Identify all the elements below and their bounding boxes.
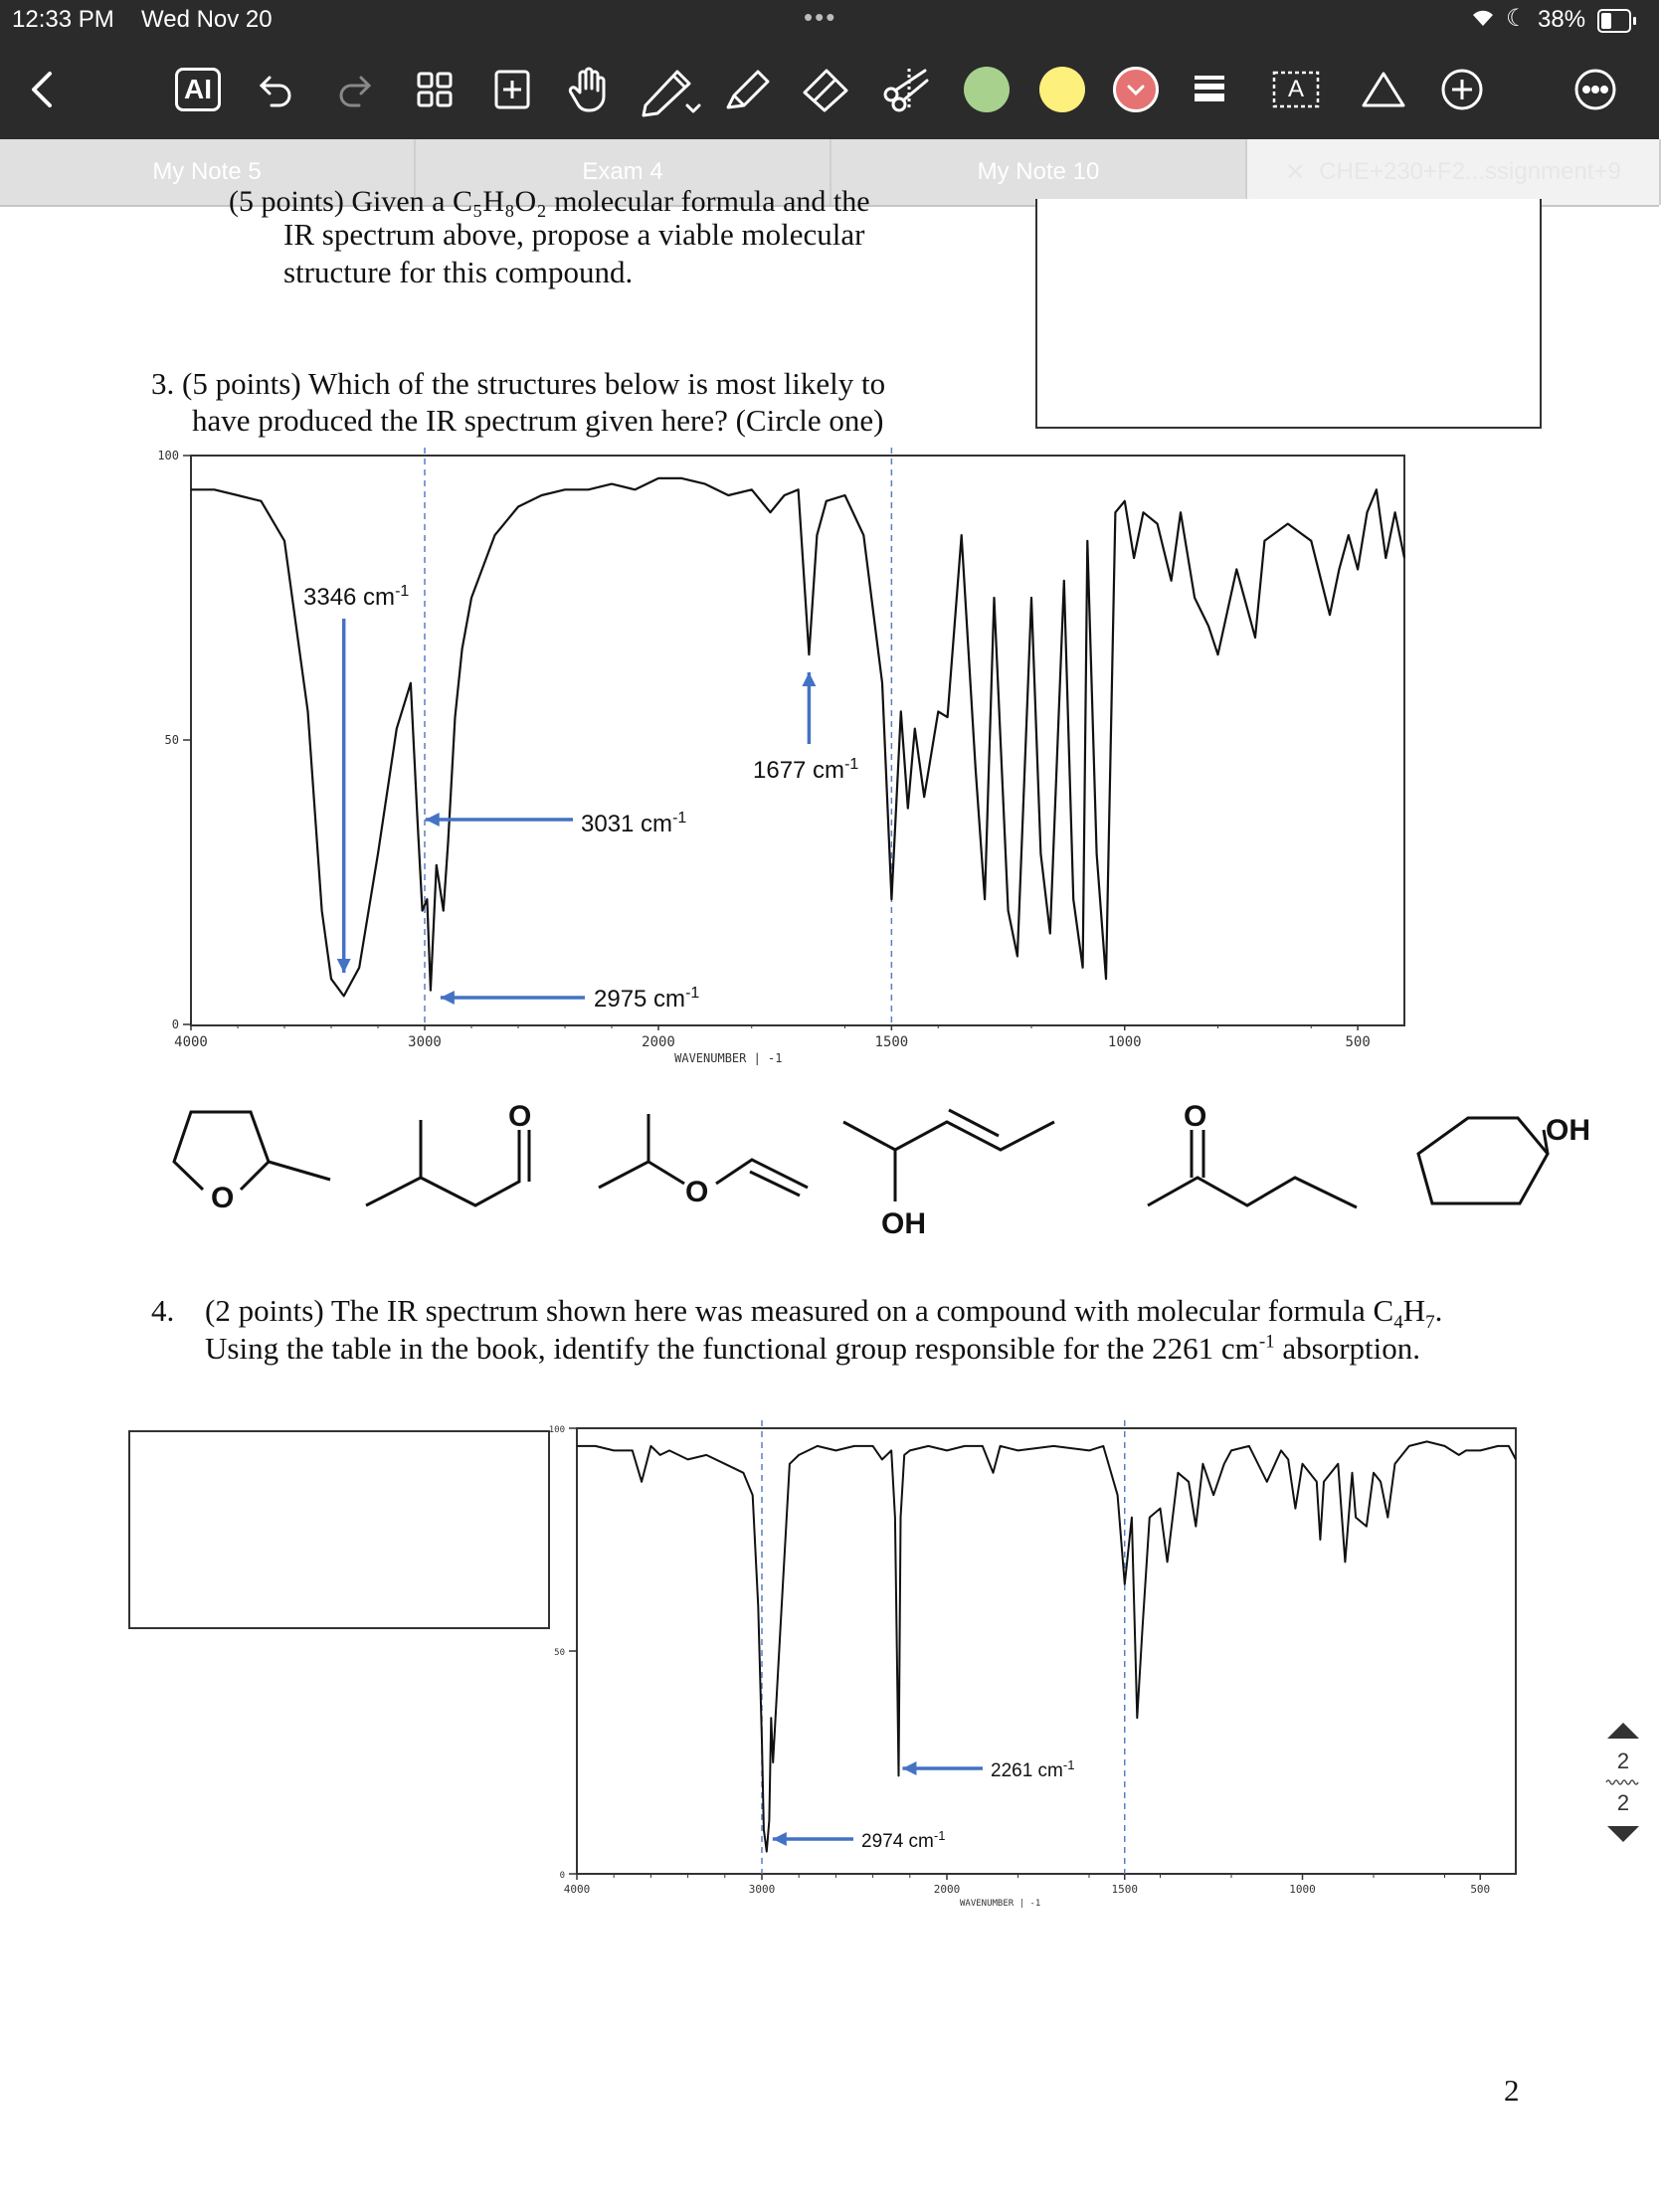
q4-text-line2 xyxy=(205,1331,1420,1367)
pager-total: 2 xyxy=(1616,1790,1630,1815)
q3-annotation-arrowhead xyxy=(337,959,351,973)
more-tools-icon[interactable] xyxy=(1188,62,1231,117)
q4-formula-h: H xyxy=(1402,1293,1426,1328)
status-time: 12:33 PM xyxy=(12,6,114,33)
pager-divider xyxy=(1606,1778,1640,1786)
q4-annotation-arrowhead xyxy=(773,1832,787,1846)
q2-text-line1: IR spectrum above, propose a viable molecular xyxy=(283,217,865,252)
q3-annot-3346: 3346 $cm^{-1}$ xyxy=(303,583,410,611)
shapes-icon[interactable] xyxy=(1359,62,1408,117)
wifi-icon xyxy=(1470,6,1496,34)
q3-y-tick-label: 0 xyxy=(171,1017,179,1031)
q4-x-tick-label: 500 xyxy=(1470,1883,1491,1896)
tab-label: Exam 4 xyxy=(582,158,663,185)
q4-x-tick-label: 1500 xyxy=(1111,1883,1138,1896)
q4-number: 4. xyxy=(151,1293,175,1328)
q3-x-tick-label: 4000 xyxy=(174,1034,208,1050)
tab-label: My Note 10 xyxy=(977,158,1100,185)
q2-answer-box[interactable] xyxy=(1035,199,1542,429)
structure-label-o: O xyxy=(1184,1100,1207,1133)
status-bar xyxy=(0,0,1659,40)
q3-y-tick-label: 100 xyxy=(157,449,179,462)
undo-icon[interactable] xyxy=(253,62,298,117)
ai-button[interactable] xyxy=(167,62,229,117)
q3-x-tick-label: 3000 xyxy=(408,1034,442,1050)
close-tab-icon[interactable]: ✕ xyxy=(1285,158,1306,186)
ai-label: AI xyxy=(175,68,221,111)
do-not-disturb-icon: ☾ xyxy=(1506,5,1528,32)
q3-x-tick-label: 1000 xyxy=(1107,1034,1142,1050)
color-green-swatch[interactable] xyxy=(959,62,1015,117)
page-number: 2 xyxy=(1504,2073,1520,2108)
q4-x-tick-label: 2000 xyxy=(933,1883,961,1896)
q4-spectrum-line xyxy=(577,1441,1516,1851)
status-date: Wed Nov 20 xyxy=(141,6,273,33)
q4-annot-2974: 2974 $cm^{-1}$ xyxy=(861,1828,946,1852)
q3-annotation-arrowhead xyxy=(802,672,816,686)
text-box-tool[interactable] xyxy=(1269,62,1323,117)
color-yellow-dot xyxy=(1039,67,1085,112)
structure-2-pentanone[interactable] xyxy=(1148,1130,1357,1207)
q3-y-tick-label: 50 xyxy=(164,733,179,747)
more-options-icon[interactable] xyxy=(1569,62,1621,117)
structure-label-oh: OH xyxy=(1546,1114,1590,1147)
structure-label-o: O xyxy=(685,1176,709,1208)
structure-3-methylbutanal[interactable] xyxy=(366,1120,529,1205)
redo-icon[interactable] xyxy=(332,62,378,117)
highlighter-icon[interactable] xyxy=(720,62,776,117)
q3-annotation-arrowhead xyxy=(441,991,455,1005)
q3-spectrum-line xyxy=(191,478,1404,997)
q4-y-tick-label: 100 xyxy=(548,1425,565,1435)
q4-line2-sup: -1 xyxy=(1258,1331,1275,1353)
structure-methyl-thf[interactable] xyxy=(174,1112,330,1190)
page-down-icon[interactable] xyxy=(1603,1822,1643,1846)
q4-x-tick-label: 1000 xyxy=(1289,1883,1316,1896)
color-green-dot xyxy=(964,67,1010,112)
q4-formula-h-sub: 7 xyxy=(1425,1312,1435,1334)
color-red-dot xyxy=(1113,67,1159,112)
structure-label-o: O xyxy=(508,1100,532,1133)
q3-annot-1677: 1677 $cm^{-1}$ xyxy=(753,756,859,784)
q4-annotation-arrowhead xyxy=(902,1761,916,1775)
q3-annot-3031: 3031 $cm^{-1}$ xyxy=(581,810,687,837)
q3-annotation-arrowhead xyxy=(426,813,440,827)
tab-label: My Note 5 xyxy=(152,158,262,185)
q4-x-axis-label: WAVENUMBER | -1 xyxy=(959,1899,1041,1909)
q3-structures xyxy=(139,1092,1631,1251)
q3-text-line2: have produced the IR spectrum given here? (Circle one) xyxy=(192,403,884,438)
q2-text-line2: structure for this compound. xyxy=(283,255,634,289)
page-up-icon[interactable] xyxy=(1603,1719,1643,1743)
text-tool-label: A xyxy=(1287,76,1304,102)
battery-percent: 38% xyxy=(1538,6,1586,33)
tab-my-note-10[interactable] xyxy=(831,139,1247,205)
q4-plot-frame xyxy=(577,1428,1516,1874)
battery-icon xyxy=(1597,9,1631,33)
color-red-swatch[interactable] xyxy=(1108,62,1164,117)
add-icon[interactable] xyxy=(1436,62,1488,117)
q4-annot-2261: 2261 $cm^{-1}$ xyxy=(991,1757,1075,1781)
tab-label: CHE+230+F2...ssignment+9 xyxy=(1319,158,1621,185)
lasso-scissors-icon[interactable] xyxy=(875,62,937,117)
q4-line1-text: (2 points) The IR spectrum shown here was measured on a compound with molecular formula C xyxy=(205,1293,1394,1328)
q4-formula-end: . xyxy=(1434,1293,1443,1328)
structure-pentenol[interactable] xyxy=(843,1110,1054,1201)
structure-cyclopentanol[interactable] xyxy=(1418,1118,1548,1203)
q3-x-tick-label: 1500 xyxy=(874,1034,909,1050)
tab-che-assignment[interactable] xyxy=(1247,139,1661,205)
q4-y-tick-label: 50 xyxy=(554,1648,565,1658)
q4-line2-text: Using the table in the book, identify the functional group responsible for the 2261 cm xyxy=(205,1331,1259,1366)
q4-answer-box[interactable] xyxy=(128,1430,550,1629)
q2-cut-line: (5 points) Given a C₅H₈O₂ molecular formula and the xyxy=(229,185,870,218)
q4-formula-c-sub: 4 xyxy=(1393,1312,1403,1334)
q3-x-tick-label: 500 xyxy=(1345,1034,1371,1050)
hand-icon[interactable] xyxy=(563,62,613,117)
q4-x-tick-label: 4000 xyxy=(563,1883,591,1896)
q3-text-line1: 3. (5 points) Which of the structures below is most likely to xyxy=(151,366,886,401)
add-page-icon[interactable] xyxy=(489,62,535,117)
color-yellow-swatch[interactable] xyxy=(1034,62,1090,117)
q3-x-axis-label: WAVENUMBER | -1 xyxy=(674,1051,783,1065)
structure-label-oh: OH xyxy=(881,1207,926,1240)
q4-line2-end: absorption. xyxy=(1274,1331,1421,1366)
pen-icon[interactable] xyxy=(635,62,710,117)
page-navigator xyxy=(1603,1719,1643,1868)
q3-ir-spectrum-chart xyxy=(139,438,1571,1074)
eraser-icon[interactable] xyxy=(796,62,855,117)
q4-x-tick-label: 3000 xyxy=(748,1883,776,1896)
q4-text-line1 xyxy=(205,1293,1442,1334)
thumbnails-icon[interactable] xyxy=(412,62,458,117)
back-icon[interactable] xyxy=(16,62,66,117)
pager-current: 2 xyxy=(1616,1749,1630,1773)
q3-plot-frame xyxy=(191,456,1404,1025)
q4-y-tick-label: 0 xyxy=(559,1871,565,1881)
q3-x-tick-label: 2000 xyxy=(642,1034,675,1050)
q3-annot-2975: 2975 $cm^{-1}$ xyxy=(594,985,700,1013)
q4-ir-spectrum-chart xyxy=(548,1412,1548,1910)
multitasking-dots-icon[interactable]: ••• xyxy=(804,2,837,32)
toolbar xyxy=(0,40,1659,139)
structure-label-o: O xyxy=(211,1182,235,1214)
